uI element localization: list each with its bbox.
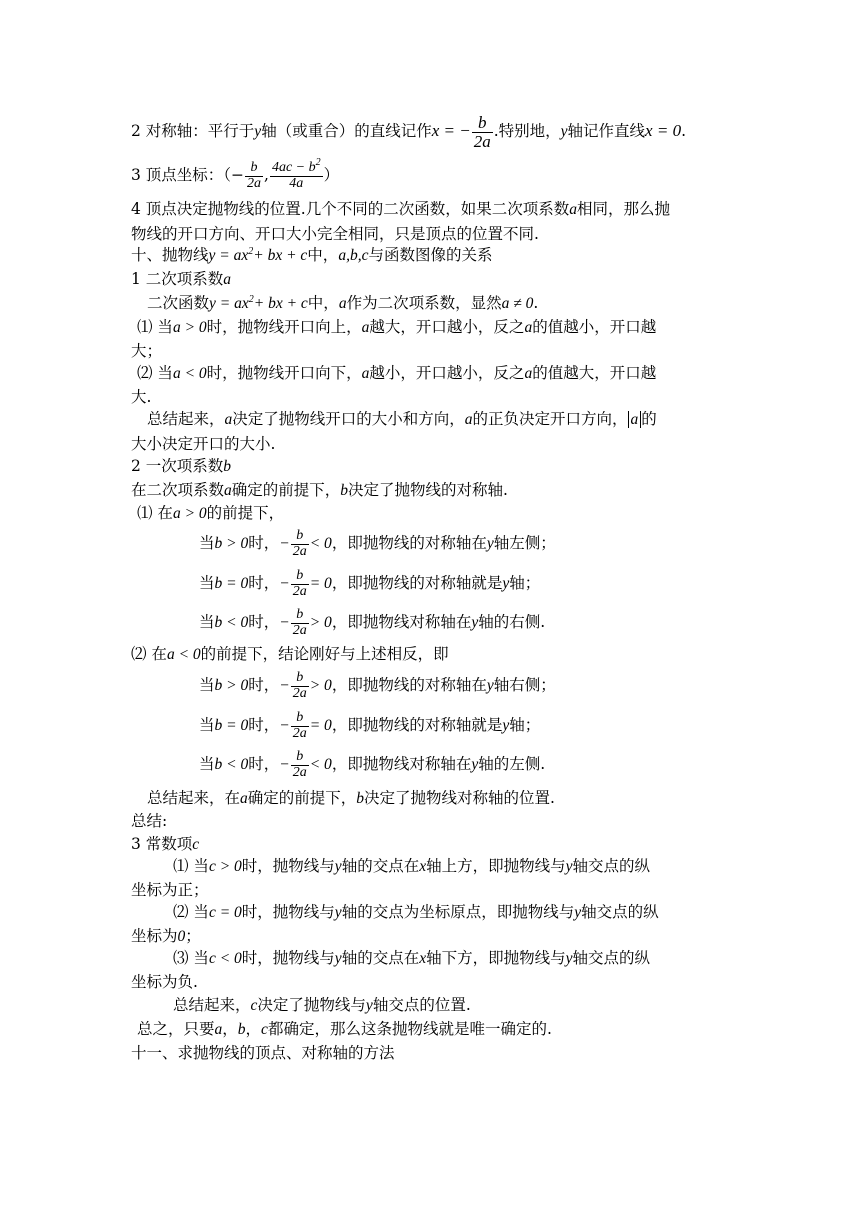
linear-coefficient-heading: 2 一次项系数b [131,457,232,475]
summary-a-line: 总结起来，a决定了抛物线开口的大小和方向，a的正负决定开口方向， a 的 [147,410,657,428]
rule-row-3: 当b < 0时，− $\frac{b}{2a}$ > 0，即抛物线对称轴在y轴的右侧. [199,606,546,638]
case-a-negative-line: ⑵ 当a < 0时，抛物线开口向下，a越小，开口越小，反之a的值越大，开口越 [137,364,657,382]
quadratic-coefficient-heading: 1 二次项系数a [131,270,232,288]
case-a-positive-cont: 大； [131,342,163,360]
case-a-negative-cont: 大. [131,388,152,406]
case-c-zero-line: ⑵ 当c = 0时，抛物线与y轴的交点为坐标原点，即抛物线与y轴交点的纵 [173,903,659,921]
axis-of-symmetry-line: 2 对称轴：平行于y轴（或重合）的直线记作x = − $\frac{b}{2a}$ .特别地，y轴记作直线x = 0. [131,112,687,151]
rule-row-1: 当b > 0时，− $\frac{b}{2a}$ < 0，即抛物线的对称轴在y轴左侧； [199,527,556,559]
summary-label: 总结: [131,812,168,830]
section-eleven-heading: 十一、求抛物线的顶点、对称轴的方法 [131,1044,395,1062]
summary-b-line: 总结起来，在a确定的前提下，b决定了抛物线对称轴的位置. [147,789,555,807]
summary-c-line: 总结起来，c决定了抛物线与y轴交点的位置. [173,996,471,1014]
vertex-coordinate-line: 3 顶点坐标：（− $\frac{b}{2a}$ , $\frac{4ac - b^2}{4a}$ ） [131,156,340,191]
linear-coefficient-intro: 在二次项系数a确定的前提下，b决定了抛物线的对称轴. [131,481,508,499]
overall-summary-line: 总之，只要a，b，c都确定，那么这条抛物线就是唯一确定的. [137,1020,552,1038]
vertex-position-line-1: 4 顶点决定抛物线的位置.几个不同的二次函数，如果二次项系数a相同，那么抛 [131,200,670,218]
rule-row-5: 当b = 0时，− $\frac{b}{2a}$ = 0，即抛物线的对称轴就是y轴； [199,709,541,741]
rule-row-6: 当b < 0时，− $\frac{b}{2a}$ < 0，即抛物线对称轴在y轴的左侧. [199,748,546,780]
case-2-heading: ⑵ 在a < 0的前提下，结论刚好与上述相反，即 [131,645,449,663]
case-c-positive-line: ⑴ 当c > 0时，抛物线与y轴的交点在x轴上方，即抛物线与y轴交点的纵 [173,857,651,875]
case-c-negative-line: ⑶ 当c < 0时，抛物线与y轴的交点在x轴下方，即抛物线与y轴交点的纵 [173,949,651,967]
constant-term-heading: 3 常数项c [131,835,200,853]
case-c-negative-cont: 坐标为负. [131,973,198,991]
rule-row-2: 当b = 0时，− $\frac{b}{2a}$ = 0，即抛物线的对称轴就是y轴； [199,567,541,599]
section-ten-heading: 十、抛物线$y = ax^2+$ bx + c中，a,b,c与函数图像的关系 [131,246,493,264]
rule-row-4: 当b > 0时，− $\frac{b}{2a}$ > 0，即抛物线的对称轴在y轴右侧； [199,669,556,701]
summary-a-cont: 大小决定开口的大小. [131,435,276,453]
quadratic-function-line: 二次函数$y = ax^2+$ bx + c中，a作为二次项系数，显然a ≠ 0. [147,294,539,312]
vertex-position-line-2: 物线的开口方向、开口大小完全相同，只是顶点的位置不同. [131,225,539,243]
case-1-heading: ⑴ 在a > 0的前提下， [137,504,285,522]
case-c-positive-cont: 坐标为正； [131,881,209,899]
case-a-positive-line: ⑴ 当a > 0时，抛物线开口向上，a越大，开口越小，反之a的值越小，开口越 [137,318,657,336]
case-c-zero-cont: 坐标为0； [131,927,201,945]
